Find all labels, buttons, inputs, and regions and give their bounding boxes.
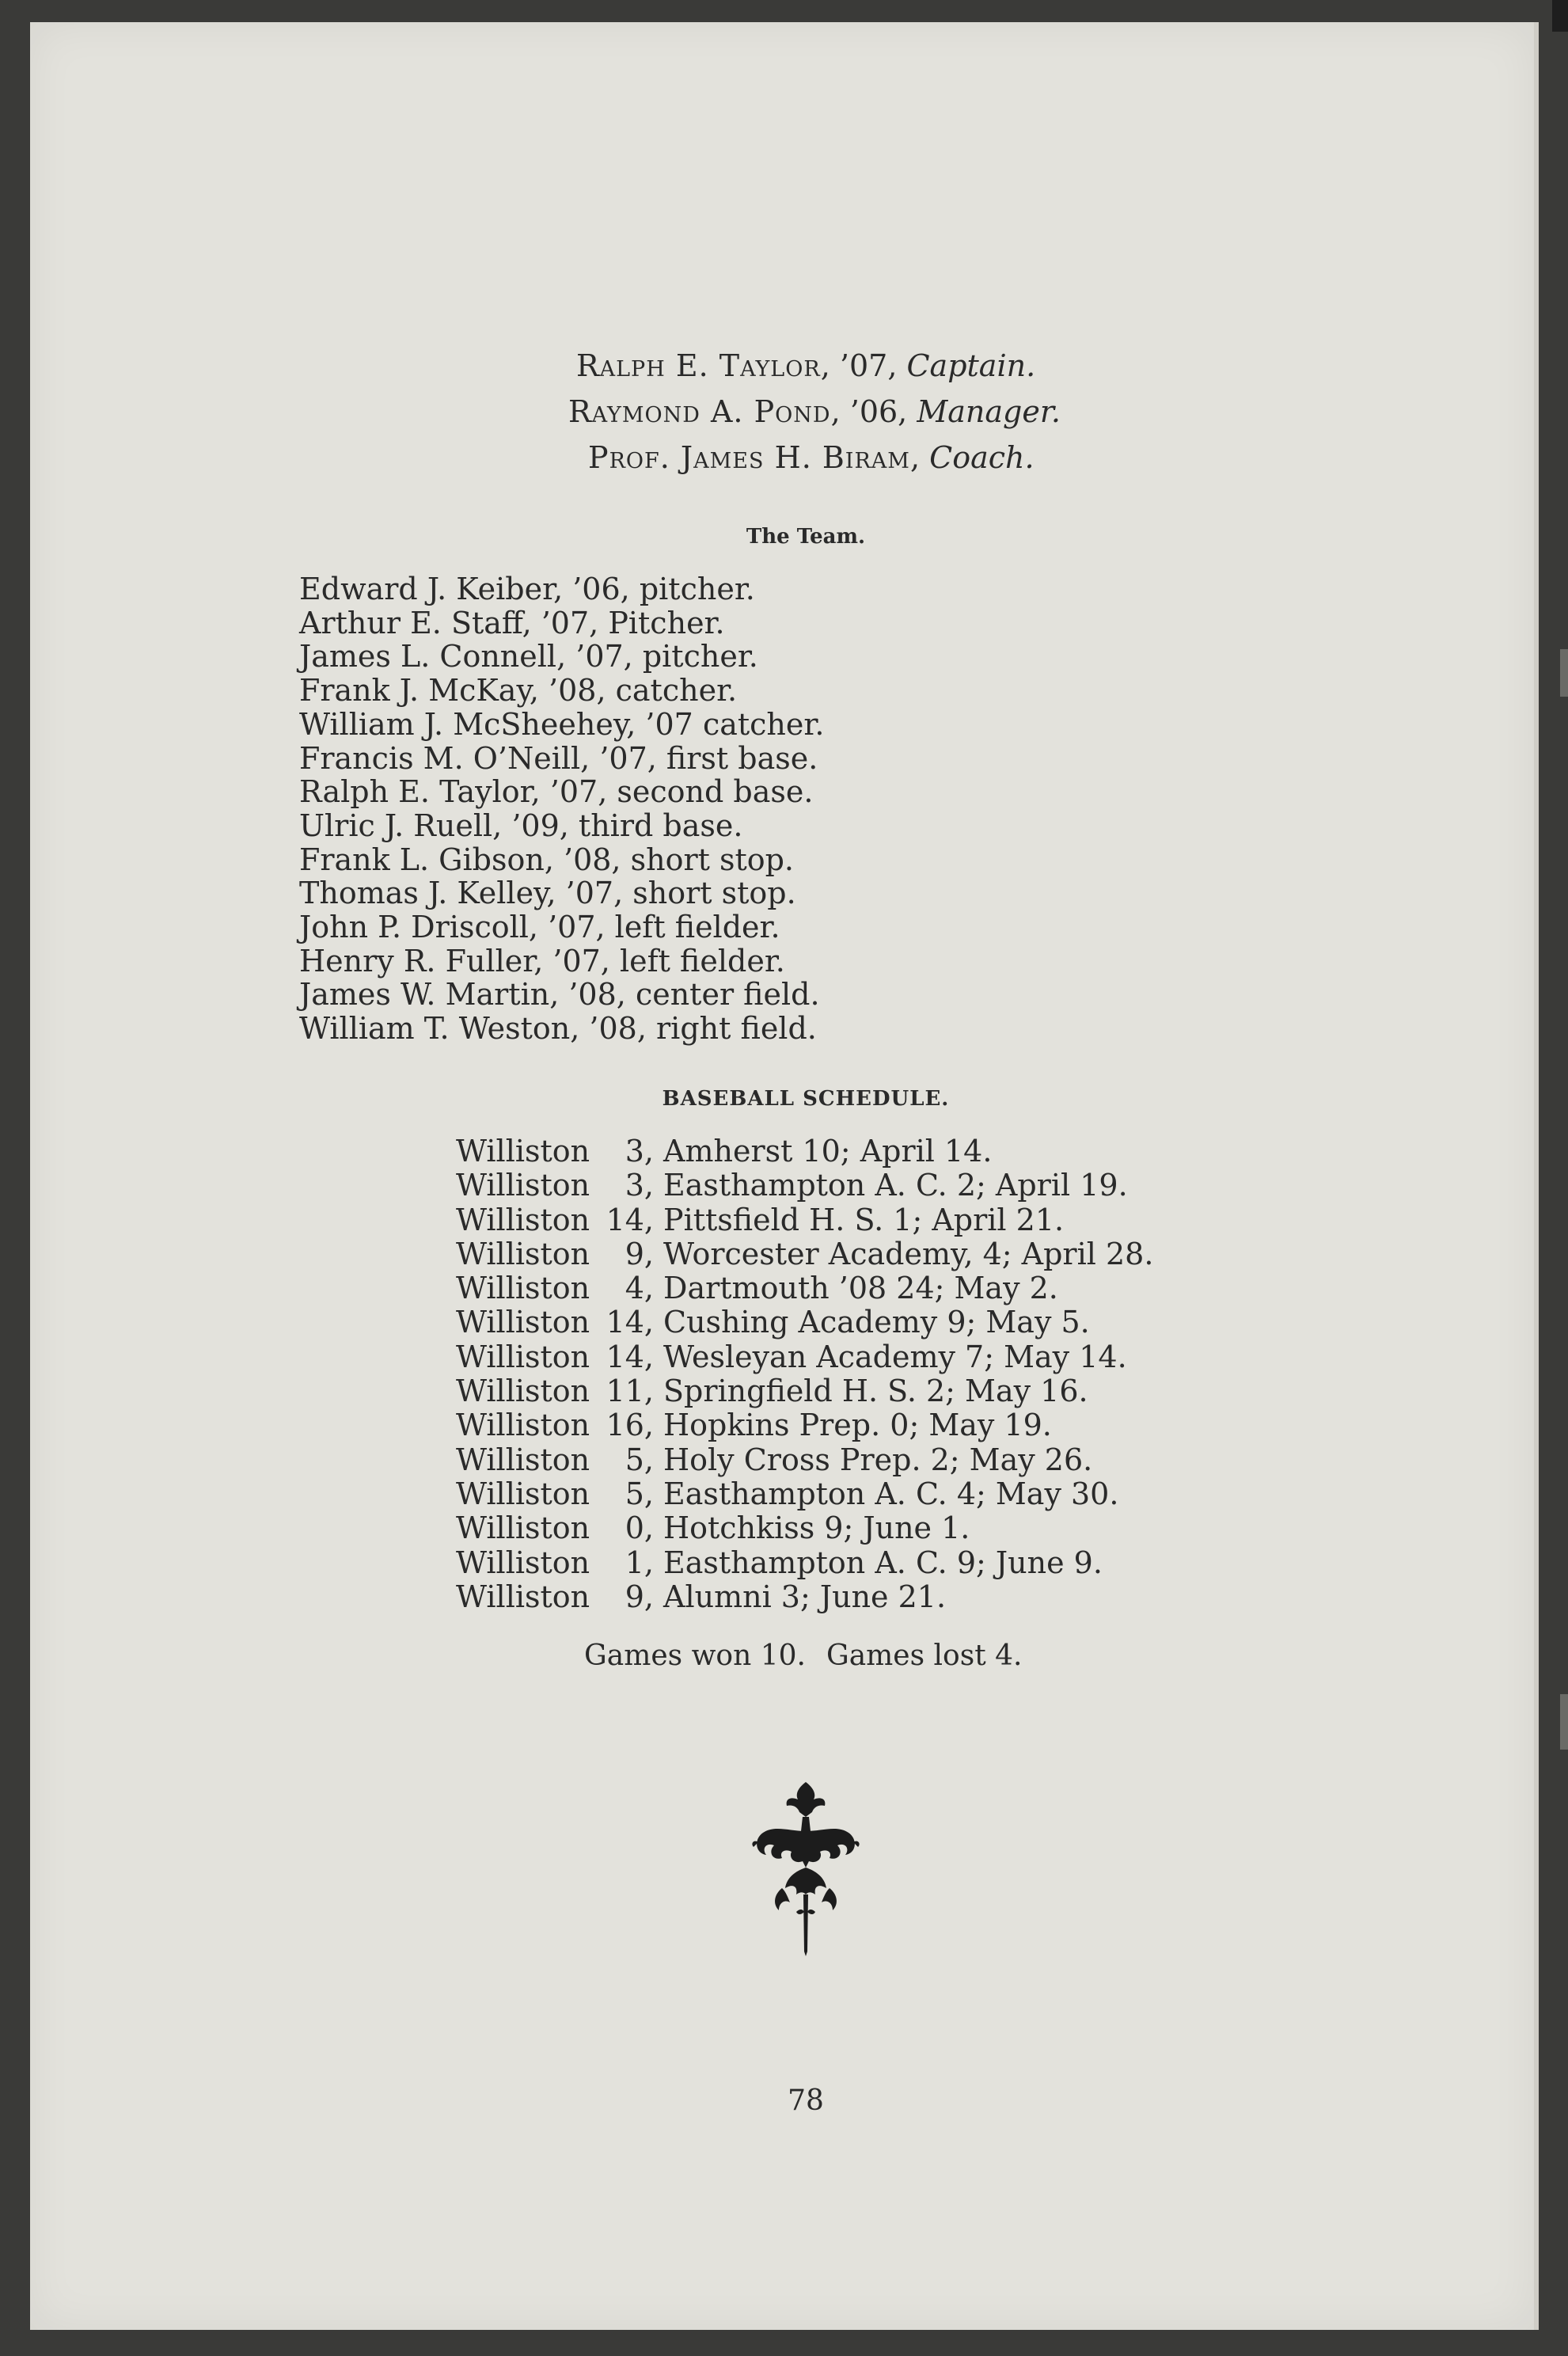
schedule-row [456, 1511, 1153, 1545]
opponent-and-date: Easthampton A. C. 4; May 30. [663, 1476, 1119, 1511]
roster-item: William T. Weston, ’08, right field. [299, 1011, 817, 1047]
home-team: Williston [456, 1236, 590, 1271]
home-score: 11, [606, 1374, 654, 1409]
opponent-and-date: Wesleyan Academy 7; May 14. [663, 1339, 1127, 1374]
games-won: Games won 10. [584, 1640, 806, 1672]
home-team: Williston [456, 1168, 590, 1203]
roster-item: William J. McSheehey, ’07 catcher. [299, 706, 825, 742]
home-team: Williston [456, 1374, 590, 1409]
officer-manager: Raymond A. Pond, ’06, Manager. [568, 394, 1061, 429]
games-lost: Games lost 4. [826, 1640, 1023, 1672]
home-team: Williston [456, 1134, 590, 1168]
team-heading: The Team. [746, 525, 866, 549]
roster-item: James L. Connell, ’07, pitcher. [299, 639, 758, 674]
home-team: Williston [456, 1545, 590, 1580]
schedule-row [456, 1443, 1153, 1477]
home-team: Williston [456, 1271, 590, 1306]
officer-role: Captain. [906, 348, 1036, 383]
opponent-and-date: Worcester Academy, 4; April 28. [663, 1236, 1154, 1271]
book-page [30, 22, 1539, 2330]
home-team: Williston [456, 1202, 590, 1237]
fleuron-ornament-icon [727, 1776, 885, 1958]
page-edge-mark [1552, 0, 1568, 32]
officer-role: Coach. [929, 440, 1035, 475]
home-team: Williston [456, 1339, 590, 1374]
opponent-and-date: Dartmouth ’08 24; May 2. [663, 1271, 1058, 1306]
opponent-and-date: Easthampton A. C. 2; April 19. [663, 1168, 1128, 1203]
schedule-row [456, 1477, 1153, 1511]
roster-item: Arthur E. Staff, ’07, Pitcher. [299, 605, 725, 640]
home-team: Williston [456, 1510, 590, 1546]
roster-item: James W. Martin, ’08, center field. [299, 977, 820, 1013]
season-summary [584, 1640, 1022, 1672]
page-number: 78 [788, 2084, 824, 2117]
opponent-and-date: Cushing Academy 9; May 5. [663, 1305, 1090, 1340]
officer-role: Manager. [917, 394, 1061, 429]
roster-item: Ralph E. Taylor, ’07, second base. [299, 774, 814, 810]
schedule-row [456, 1271, 1153, 1305]
page-edge-mark [1560, 649, 1568, 697]
baseball-schedule [456, 1134, 1153, 1614]
home-score: 0, [625, 1510, 654, 1546]
roster-item: Francis M. O’Neill, ’07, first base. [299, 740, 818, 776]
team-roster [299, 572, 824, 1046]
team-officers [568, 343, 1209, 481]
home-score: 14, [606, 1202, 654, 1237]
schedule-row [456, 1408, 1153, 1442]
home-score: 3, [625, 1134, 654, 1168]
home-score: 16, [606, 1408, 654, 1443]
home-team: Williston [456, 1476, 590, 1511]
home-team: Williston [456, 1305, 590, 1340]
roster-item: Henry R. Fuller, ’07, left fielder. [299, 943, 785, 978]
home-score: 1, [625, 1545, 654, 1580]
schedule-row [456, 1305, 1153, 1340]
roster-item: Frank J. McKay, ’08, catcher. [299, 673, 738, 709]
home-team: Williston [456, 1579, 590, 1614]
schedule-row [456, 1168, 1153, 1203]
schedule-row [456, 1580, 1153, 1614]
schedule-row [456, 1134, 1153, 1168]
officer-coach: Prof. James H. Biram, Coach. [588, 440, 1035, 475]
roster-item: Thomas J. Kelley, ’07, short stop. [299, 876, 796, 911]
home-score: 3, [625, 1168, 654, 1203]
officer-name: Prof. James H. Biram [588, 440, 910, 475]
officer-captain: Ralph E. Taylor, ’07, Captain. [576, 348, 1036, 383]
roster-item: Edward J. Keiber, ’06, pitcher. [299, 572, 755, 606]
home-score: 14, [606, 1339, 654, 1374]
home-score: 14, [606, 1305, 654, 1340]
opponent-and-date: Hopkins Prep. 0; May 19. [663, 1408, 1052, 1443]
schedule-row [456, 1237, 1153, 1271]
schedule-heading: BASEBALL SCHEDULE. [662, 1087, 950, 1111]
roster-item: John P. Driscoll, ’07, left fielder. [299, 910, 780, 945]
opponent-and-date: Alumni 3; June 21. [663, 1579, 947, 1614]
schedule-row [456, 1340, 1153, 1374]
opponent-and-date: Easthampton A. C. 9; June 9. [663, 1545, 1103, 1580]
schedule-row [456, 1546, 1153, 1580]
roster-item: Frank L. Gibson, ’08, short stop. [299, 842, 795, 877]
roster-item: Ulric J. Ruell, ’09, third base. [299, 808, 743, 843]
opponent-and-date: Amherst 10; April 14. [663, 1134, 993, 1168]
home-score: 5, [625, 1442, 654, 1477]
opponent-and-date: Hotchkiss 9; June 1. [663, 1510, 970, 1546]
opponent-and-date: Holy Cross Prep. 2; May 26. [663, 1442, 1093, 1477]
home-team: Williston [456, 1408, 590, 1443]
schedule-row [456, 1374, 1153, 1408]
home-score: 9, [625, 1579, 654, 1614]
home-score: 4, [625, 1271, 654, 1306]
opponent-and-date: Pittsfield H. S. 1; April 21. [663, 1202, 1065, 1237]
schedule-row [456, 1203, 1153, 1237]
officer-year: ’06 [849, 394, 898, 429]
home-score: 9, [625, 1236, 654, 1271]
page-edge-mark [1560, 1694, 1568, 1750]
home-team: Williston [456, 1442, 590, 1477]
officer-name: Raymond A. Pond [568, 394, 831, 429]
officer-name: Ralph E. Taylor [576, 348, 821, 383]
home-score: 5, [625, 1476, 654, 1511]
officer-year: ’07 [839, 348, 888, 383]
opponent-and-date: Springfield H. S. 2; May 16. [663, 1374, 1088, 1409]
